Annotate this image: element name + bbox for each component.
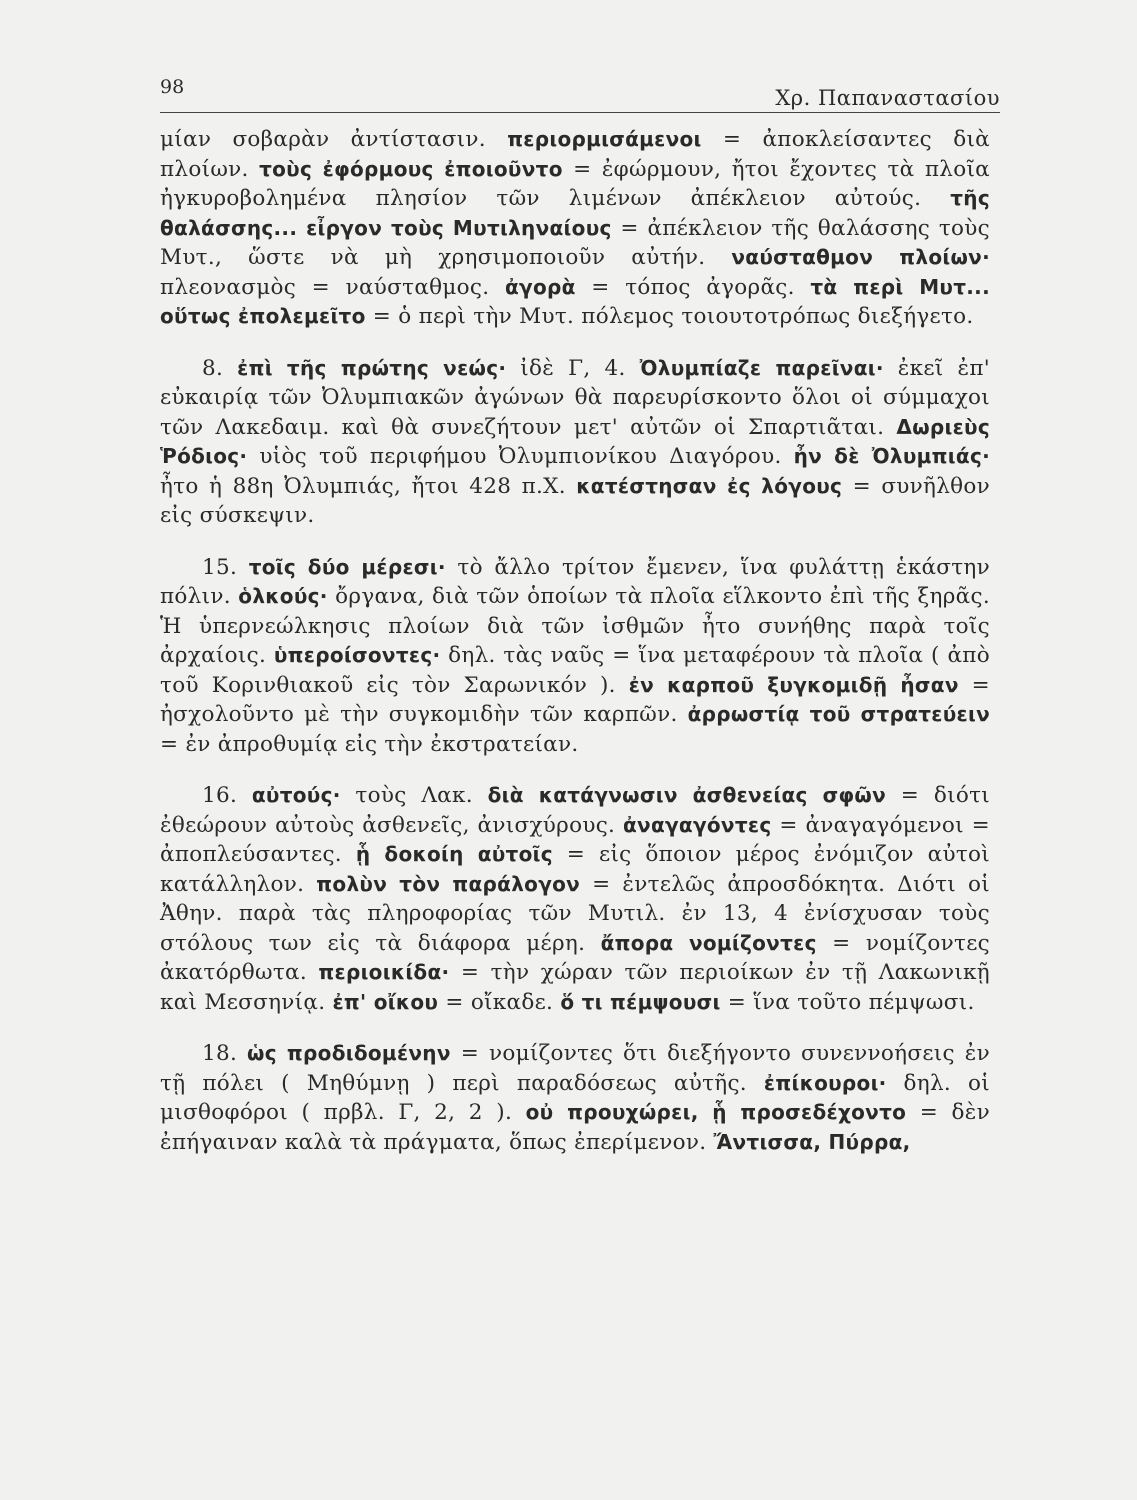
lemma: ὡς προδιδομένην xyxy=(247,1041,451,1065)
lemma: ὑπεροίσοντες· xyxy=(273,643,441,667)
text-run: πλεονασμὸς = ναύσταθμος. xyxy=(160,274,506,300)
text-run: = συνῆλθον εἰς σύσκεψιν. xyxy=(160,473,991,528)
text-run: = ἐν ἀπροθυμίᾳ εἰς τὴν ἐκστρατείαν. xyxy=(160,731,579,757)
text-run: ἦτο ἡ 88η Ὀλυμπιάς, ἤτοι 428 π.Χ. xyxy=(160,473,577,499)
lemma: Ὀλυμπίαζε παρεῖναι· xyxy=(639,355,884,380)
text-run: = διότι ἐθεώρουν αὐτοὺς ἀσθενεῖς, ἀνισχύρους. xyxy=(160,783,990,838)
paragraph xyxy=(160,781,990,1017)
text-run: = δὲν ἐπήγαιναν καλὰ τὰ πράγματα, ὅπως ἐπερίμενον. xyxy=(160,1100,990,1155)
lemma: ἄπορα νομίζοντες xyxy=(600,930,817,955)
lemma: ἀναγαγόντες xyxy=(622,812,772,837)
lemma: Ἄντισσα, Πύρρα, xyxy=(713,1129,911,1154)
lemma: τοῖς δύο μέρεσι· xyxy=(248,554,446,579)
text-run: δηλ. οἱ μισθοφόροι ( πρβλ. Γ, 2, 2 ). xyxy=(160,1070,990,1125)
lemma: περιορμισάμενοι xyxy=(507,127,702,151)
text-run: ὄργανα, διὰ τῶν ὁποίων τὰ πλοῖα εἵλκοντο ἐπὶ τῆς ξηρᾶς. Ἡ ὑπερνεώλκησις πλοίων διὰ τῶν ἰσθμῶν ἦτο συνήθης παρὰ τοῖς ἀρχαίοις. xyxy=(160,584,990,668)
text-run: = ὁ περὶ τὴν Μυτ. πόλεμος τοιουτοτρόπως διεξήγετο. xyxy=(365,304,974,329)
lemma: τοὺς ἐφόρμους ἐποιοῦντο xyxy=(259,156,563,181)
lemma: ᾗ δοκοίη αὐτοῖς xyxy=(355,842,553,866)
lemma: ἀγορὰ xyxy=(505,274,576,299)
text-run: ἐκεῖ ἐπ' εὐκαιρίᾳ τῶν Ὀλυμπιακῶν ἀγώνων θὰ παρευρίσκοντο ὅλοι οἱ σύμμαχοι τῶν Λακεδαιμ. καὶ θὰ συνεζήτουν μετ' αὐτῶν οἱ Σπαρτιᾶται. xyxy=(160,355,991,440)
lemma: ὁλκούς· xyxy=(238,584,328,608)
text-run: = ἐντελῶς ἀπροσδόκητα. Διότι οἱ Ἀθην. παρὰ τὰς πληροφορίας τῶν Μυτιλ. ἐν 13, 4 ἐνίσχυσαν τοὺς στόλους των εἰς τὰ διάφορα μέρη. xyxy=(160,871,990,956)
section-number: 15. xyxy=(202,554,249,580)
lemma: κατέστησαν ἐς λόγους xyxy=(576,473,843,498)
lemma: ἐπ' οἴκου xyxy=(332,989,439,1014)
lemma: ναύσταθμον πλοίων· xyxy=(731,245,990,269)
lemma: Δωριεὺς Ῥόδιος· xyxy=(160,414,990,468)
text-run: ἰδὲ Γ, 4. xyxy=(506,355,640,381)
lemma: οὐ προυχώρει, ᾗ προσεδέχοντο xyxy=(525,1100,907,1124)
text-run: υἱὸς τοῦ περιφήμου Ὀλυμπιονίκου Διαγόρου. xyxy=(247,444,794,469)
text-run: = ἵνα τοῦτο πέμψωσι. xyxy=(720,989,975,1015)
lemma: αὐτούς· xyxy=(251,783,341,807)
running-head: Χρ. Παπαναστασίου xyxy=(775,86,1000,110)
text-run: δηλ. τὰς ναῦς = ἵνα μεταφέρουν τὰ πλοῖα ( ἀπὸ τοῦ Κορινθιακοῦ εἰς τὸν Σαρωνικόν ). xyxy=(160,643,990,698)
section-number: 16. xyxy=(202,783,252,808)
text-run: = νομίζοντες ὅτι διεξήγοντο συνεννοήσεις ἐν τῇ πόλει ( Μηθύμνῃ ) περὶ παραδόσεως αὐτῆς. xyxy=(160,1041,990,1096)
text-run: = ἀναγαγόμενοι = ἀποπλεύσαντες. xyxy=(160,812,990,867)
paragraph xyxy=(160,354,990,531)
text-run: = ἠσχολοῦντο μὲ τὴν συγκομιδὴν τῶν καρπῶν. xyxy=(160,672,991,727)
section-number: 8. xyxy=(202,355,238,381)
lemma: ἐπίκουροι· xyxy=(763,1070,887,1095)
lemma: ἐπὶ τῆς πρώτης νεώς· xyxy=(237,355,507,380)
text-run: = ἐφώρμουν, ἤτοι ἔχοντες τὰ πλοῖα ἠγκυροβολημένα πλησίον τῶν λιμένων ἀπέκλειον αὐτούς. xyxy=(160,156,990,211)
text-run: μίαν σοβαρὰν ἀντίστασιν. xyxy=(160,127,508,152)
page-number: 98 xyxy=(160,76,185,98)
section-number: 18. xyxy=(202,1041,248,1066)
text-run: = νομίζοντες ἀκατόρθωτα. xyxy=(160,930,990,985)
paragraph xyxy=(160,125,990,332)
lemma: περιοικίδα· xyxy=(318,960,450,984)
body-text xyxy=(160,125,990,1157)
page-header xyxy=(160,72,1000,112)
paragraph xyxy=(160,1039,990,1157)
lemma: ὅ τι πέμψουσι xyxy=(560,989,721,1014)
text-run: τὸ ἄλλο τρίτον ἔμενεν, ἵνα φυλάττῃ ἑκάστην πόλιν. xyxy=(160,554,990,609)
lemma: τὰ περὶ Μυτ... οὕτως ἐπολεμεῖτο xyxy=(160,274,990,328)
lemma: πολὺν τὸν παράλογον xyxy=(316,871,581,896)
text-run: = τόπος ἀγορᾶς. xyxy=(575,274,811,300)
lemma: διὰ κατάγνωσιν ἀσθενείας σφῶν xyxy=(487,783,887,807)
text-run: = ἀπέκλειον τῆς θαλάσσης τοὺς Μυτ., ὥστε νὰ μὴ χρησιμοποιοῦν αὐτήν. xyxy=(160,215,990,270)
text-run: τοὺς Λακ. xyxy=(340,783,488,808)
paragraph xyxy=(160,553,990,760)
lemma: ἀρρωστίᾳ τοῦ στρατεύειν xyxy=(687,702,990,726)
text-run: = οἴκαδε. xyxy=(438,989,561,1015)
header-rule xyxy=(160,112,1000,113)
lemma: ἦν δὲ Ὀλυμπιάς· xyxy=(793,444,990,468)
text-run: = ἀποκλείσαντες διὰ πλοίων. xyxy=(160,127,990,182)
text-run: = εἰς ὅποιον μέρος ἐνόμιζον αὐτοὶ κατάλληλον. xyxy=(160,842,990,897)
lemma: ἐν καρποῦ ξυγκομιδῇ ἦσαν xyxy=(628,672,959,697)
lemma: τῆς θαλάσσης... εἶργον τοὺς Μυτιληναίους xyxy=(160,186,990,240)
text-run: = τὴν χώραν τῶν περιοίκων ἐν τῇ Λακωνικῇ καὶ Μεσσηνίᾳ. xyxy=(160,960,990,1015)
